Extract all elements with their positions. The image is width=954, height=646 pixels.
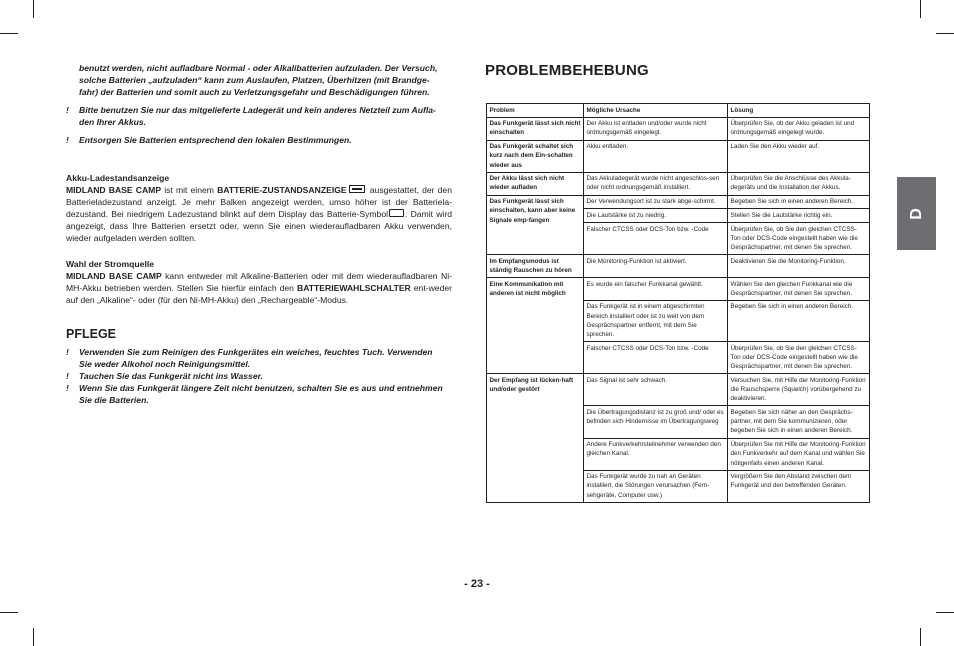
exclamation-mark: ! <box>66 105 69 115</box>
akku-paragraph <box>66 184 452 244</box>
header-solution: Lösung <box>728 104 870 118</box>
cause-cell: Das Akkuladegerät wurde nicht angeschlos-sen oder nicht ordnungsgemäß installiert. <box>584 172 728 195</box>
wahl-paragraph <box>66 270 452 306</box>
crop-mark <box>33 0 34 18</box>
solution-cell: Begeben Sie sich in einen anderen Bereich. <box>728 195 870 209</box>
crop-mark <box>936 33 954 34</box>
crop-mark <box>33 628 34 646</box>
table-row <box>487 195 870 209</box>
cause-cell: Das Funkgerät wurde zu nah an Geräten installiert, die Störungen verursachen (Fern-sehgeräte, Computer usw.) <box>584 470 728 502</box>
left-column <box>66 62 452 406</box>
care-line: Sie weder Alkohol noch Reinigungsmittel. <box>79 359 251 369</box>
solution-cell: Versuchen Sie, mit Hilfe der Monitoring-Funktion die Rauschsperre (Squelch) vorübergehend zu deaktivieren. <box>728 374 870 406</box>
cause-cell: Akku entladen. <box>584 140 728 172</box>
warning-line: Entsorgen Sie Batterien entsprechend den lokalen Bestimmungen. <box>79 135 352 145</box>
cause-cell: Der Akku ist entladen und/oder wurde nicht ordnungsgemäß eingelegt. <box>584 117 728 140</box>
exclamation-mark: ! <box>66 383 69 393</box>
warning-line: den Ihrer Akkus. <box>79 117 147 127</box>
akku-heading: Akku-Ladestandsanzeige <box>66 173 170 183</box>
table-row <box>487 374 870 406</box>
battery-indicator-term: BATTERIE-ZUSTANDSANZEIGE <box>217 185 347 195</box>
table-header-row <box>487 104 870 118</box>
solution-cell: Begeben Sie sich näher an den Gesprächs-partner, mit dem Sie kommunizieren, oder begeben Sie sich in einen anderen Bereich. <box>728 406 870 438</box>
page-number: - 23 - <box>464 578 490 590</box>
intro-line: fahr) der Batterien und somit auch zu Verletzungsgefahr und Beschädigungen führen. <box>79 87 430 97</box>
crop-mark <box>920 628 921 646</box>
warning-disposal <box>66 134 452 146</box>
para-text: ausgestattet, der den Batterieladezustand anzeigt. Je mehr Balken angezeigt werden, umso höher ist der Batteriela-dezustand. Bei niedrigem Ladezustand blinkt auf dem Display das Batterie-Symbol <box>66 185 452 219</box>
cause-cell: Falscher CTCSS oder DCS-Ton bzw. -Code <box>584 223 728 255</box>
care-line: Wenn Sie das Funkgerät längere Zeit nicht benutzen, schalten Sie es aus und entnehmen <box>79 383 443 393</box>
problem-cell: Im Empfangsmodus ist ständig Rauschen zu hören <box>487 255 584 278</box>
crop-mark <box>936 612 954 613</box>
para-text: . Damit wird angezeigt, dass Ihre Batterien ersetzt oder, wenn Sie einen wiederaufladbaren Akku verwenden, wieder aufgeladen werden sollten. <box>66 209 452 243</box>
problem-cell: Das Funkgerät lässt sich einschalten, kann aber keine Signale emp-fangen <box>487 195 584 255</box>
battery-bars-icon <box>349 185 365 193</box>
problem-cell: Eine Kommunikation mit anderen ist nicht möglich <box>487 278 584 374</box>
cause-cell: Falscher CTCSS oder DCS-Ton bzw. -Code <box>584 342 728 374</box>
cause-cell: Die Lautstärke ist zu niedrig. <box>584 209 728 223</box>
exclamation-mark: ! <box>66 371 69 381</box>
care-line: Verwenden Sie zum Reinigen des Funkgerätes ein weiches, feuchtes Tuch. Verwenden <box>79 347 433 357</box>
cause-cell: Das Funkgerät ist in einem abgeschirmten Bereich installiert oder ist zu weit von dem Gesprächspartner entfernt, mit dem Sie sprechen. <box>584 300 728 341</box>
solution-cell: Begeben Sie sich in einen anderen Bereich. <box>728 300 870 341</box>
table-row <box>487 140 870 172</box>
language-tab-label: D <box>907 207 925 220</box>
para-text: kann entweder mit Alkaline-Batterien oder mit dem wiederaufladbaren Ni-MH-Akku betrieben werden. Stellen Sie hierfür einfach den <box>66 271 453 293</box>
table-row <box>487 172 870 195</box>
cause-cell: Die Monitoring-Funktion ist aktiviert. <box>584 255 728 278</box>
brand-name: MIDLAND BASE CAMP <box>66 271 162 281</box>
solution-cell: Überprüfen Sie mit Hilfe der Monitoring-Funktion den Funkverkehr auf dem Kanal und wählen Sie nötigenfalls einen anderen Kanal. <box>728 438 870 470</box>
para-text: ent-weder auf den „Alkaline“- oder (für den Ni-MH-Akku) den „Rechargeable“-Modus. <box>66 283 452 305</box>
brand-name: MIDLAND BASE CAMP <box>66 185 162 195</box>
intro-line: benutzt werden, nicht aufladbare Normal - oder Alkalibatterien aufzuladen. Der Versuch, <box>79 63 438 73</box>
solution-cell: Vergrößern Sie den Abstand zwischen dem Funkgerät und den betreffenden Geräten. <box>728 470 870 502</box>
solution-cell: Überprüfen Sie, ob Sie den gleichen CTCSS-Ton oder DCS-Code eingestellt haben wie die Gesprächspartner, mit denen Sie sprechen. <box>728 342 870 374</box>
table-row <box>487 278 870 301</box>
cause-cell: Der Verwendungsort ist zu stark abge-schirmt. <box>584 195 728 209</box>
warning-line: Bitte benutzen Sie nur das mitgelieferte Ladegerät und kein anderes Netzteil zum Aufla- <box>79 105 436 115</box>
crop-mark <box>0 33 18 34</box>
warning-charger <box>66 104 452 128</box>
care-item <box>66 382 452 406</box>
problem-cell: Das Funkgerät lässt sich nicht einschalten <box>487 117 584 140</box>
cause-cell: Andere Funkverkehrsteilnehmer verwenden den gleichen Kanal. <box>584 438 728 470</box>
intro-line: solche Batterien „aufzuladen“ kann zum Auslaufen, Platzen, Überhitzen (mit Brandge- <box>79 75 430 85</box>
pflege-heading: PFLEGE <box>66 327 117 341</box>
solution-cell: Überprüfen Sie die Anschlüsse des Akkula-degeräts und die Installation der Akkus. <box>728 172 870 195</box>
battery-switch-term: BATTERIEWAHLSCHALTER <box>296 283 411 293</box>
care-item <box>66 370 452 382</box>
crop-mark <box>920 0 921 18</box>
care-item <box>66 346 452 370</box>
battery-empty-icon <box>389 209 404 217</box>
para-text: ist mit einem <box>161 185 218 195</box>
problem-cell: Das Funkgerät schaltet sich kurz nach dem Ein-schalten wieder aus <box>487 140 584 172</box>
section-title: PROBLEMBEHEBUNG <box>485 62 649 79</box>
solution-cell: Wählen Sie den gleichen Funkkanal wie die Gesprächspartner, mit denen Sie sprechen. <box>728 278 870 301</box>
care-line: Tauchen Sie das Funkgerät nicht ins Wasser. <box>79 371 263 381</box>
care-line: Sie die Batterien. <box>79 395 149 405</box>
table-row <box>487 117 870 140</box>
exclamation-mark: ! <box>66 135 69 145</box>
language-tab <box>897 177 936 250</box>
cause-cell: Die Übertragungsdistanz ist zu groß und/ oder es befinden sich Hindernisse im Übertragungsweg <box>584 406 728 438</box>
solution-cell: Überprüfen Sie, ob der Akku geladen ist und ordnungsgemäß eingelegt wurde. <box>728 117 870 140</box>
table-row <box>487 255 870 278</box>
exclamation-mark: ! <box>66 347 69 357</box>
solution-cell: Deaktivieren Sie die Monitoring-Funktion. <box>728 255 870 278</box>
solution-cell: Stellen Sie die Lautstärke richtig ein. <box>728 209 870 223</box>
solution-cell: Laden Sie den Akku wieder auf. <box>728 140 870 172</box>
troubleshooting-table <box>486 103 870 503</box>
header-problem: Problem <box>487 104 584 118</box>
header-cause: Mögliche Ursache <box>584 104 728 118</box>
wahl-heading: Wahl der Stromquelle <box>66 259 155 269</box>
cause-cell: Es wurde ein falscher Funkkanal gewählt. <box>584 278 728 301</box>
crop-mark <box>0 612 18 613</box>
solution-cell: Überprüfen Sie, ob Sie den gleichen CTCSS-Ton oder DCS-Code eingestellt haben wie die Gesprächspartner, mit denen Sie sprechen. <box>728 223 870 255</box>
intro-warning <box>66 62 452 98</box>
problem-cell: Der Akku lässt sich nicht wieder aufladen <box>487 172 584 195</box>
cause-cell: Das Signal ist sehr schwach. <box>584 374 728 406</box>
problem-cell: Der Empfang ist lücken-haft und/oder gestört <box>487 374 584 502</box>
